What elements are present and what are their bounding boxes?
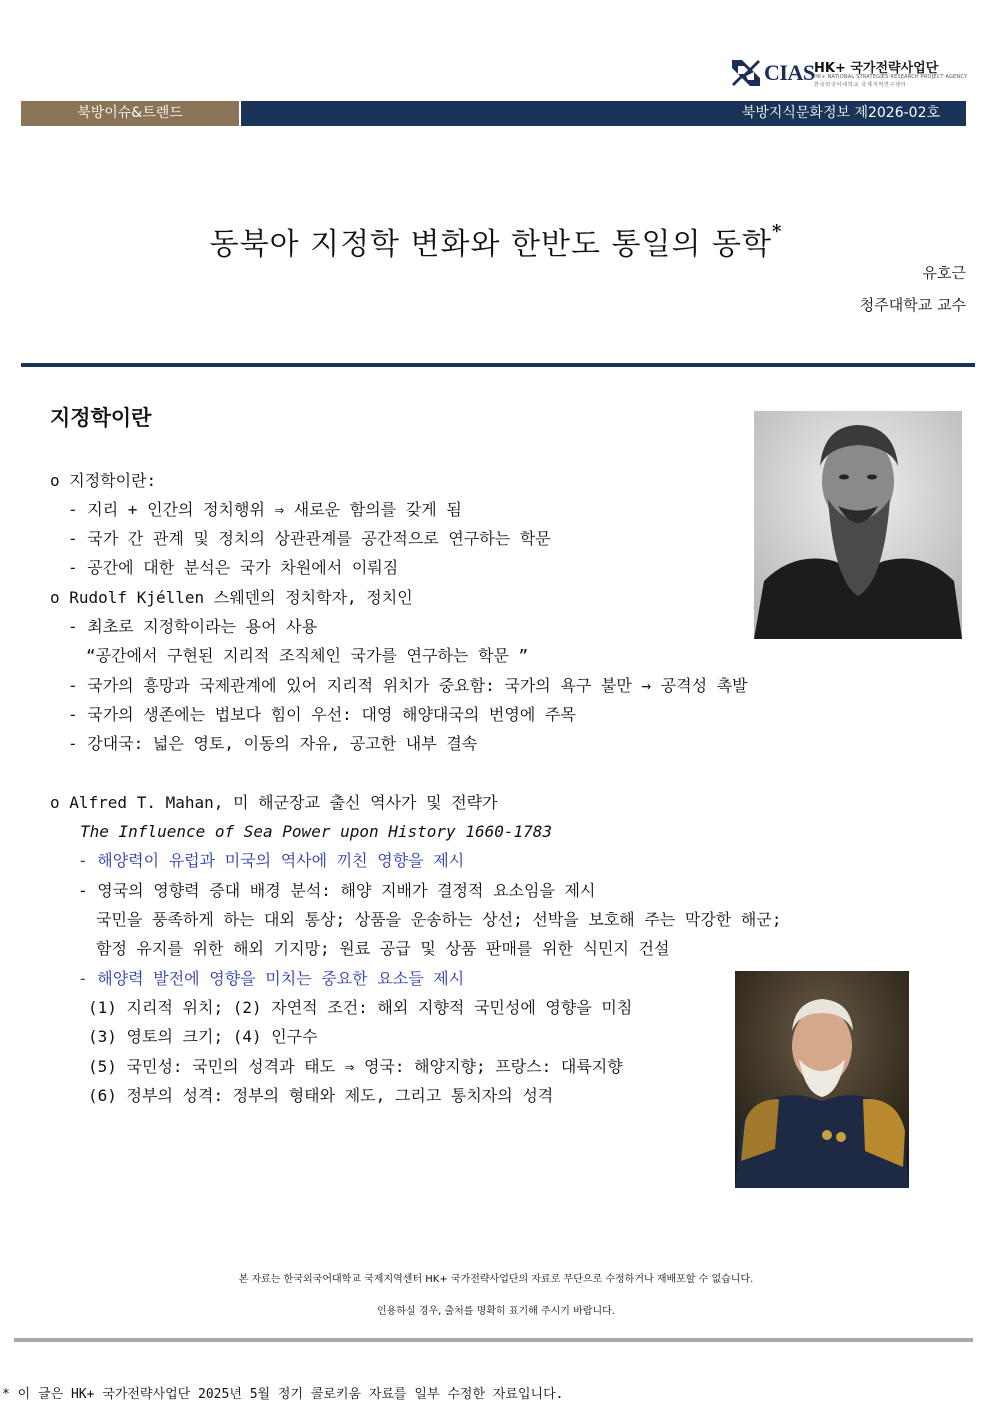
citation-notice: 인용하실 경우, 출처를 명확히 표기해 주시기 바랍니다. bbox=[377, 1306, 615, 1317]
author-affiliation: 청주대학교 교수 bbox=[859, 296, 966, 314]
footnote: * 이 글은 HK+ 국가전략사업단 2025년 5월 정기 콜로키움 자료를 일부 수정한 자료입니다. bbox=[2, 1387, 564, 1402]
list-item: - 국가 간 관계 및 정치의 상관관계를 공간적으로 연구하는 학문 bbox=[68, 529, 551, 548]
list-item: - 국가의 흥망과 국제관계에 있어 지리적 위치가 중요함: 국가의 욕구 불만 → 공격성 촉발 bbox=[68, 676, 748, 695]
title-divider bbox=[21, 363, 975, 367]
list-item: - 최초로 지정학이라는 용어 사용 bbox=[68, 617, 318, 636]
category-tag: 북방이슈&트렌드 bbox=[21, 101, 239, 126]
logo-subtitle-en: HK+ NATIONAL STRATEGIES RESEARCH PROJECT AGENCY bbox=[814, 74, 968, 80]
logo-subtitle-kr: 한국외국어대학교 국제지역연구센터 bbox=[814, 82, 907, 88]
copyright-notice: 본 자료는 한국외국어대학교 국제지역센터 HK+ 국가전략사업단의 자료로 무단으로 수정하거나 재배포할 수 없습니다. bbox=[238, 1274, 754, 1285]
list-item: (1) 지리적 위치; (2) 자연적 조건: 해외 지향적 국민성에 영향을 미침 bbox=[88, 998, 633, 1017]
list-item: - 해양력 발전에 영향을 미치는 중요한 요소들 제시 bbox=[78, 969, 465, 988]
author-name: 유호근 bbox=[922, 264, 966, 282]
book-title: The Influence of Sea Power upon History 1660-1783 bbox=[80, 822, 553, 841]
list-item: - 국가의 생존에는 법보다 힘이 우선: 대영 해양대국의 번영에 주목 bbox=[68, 705, 576, 724]
list-item: o 지정학이란: bbox=[50, 471, 157, 490]
list-item: 국민을 풍족하게 하는 대외 통상; 상품을 운송하는 상선; 선박을 보호해 주는 막강한 해군; bbox=[96, 910, 782, 929]
kjellen-portrait bbox=[754, 411, 962, 639]
list-item: - 지리 + 인간의 정치행위 ⇒ 새로운 함의를 갖게 됨 bbox=[68, 500, 462, 519]
quote-text: “공간에서 구현된 지리적 조직체인 국가를 연구하는 학문 ” bbox=[86, 646, 529, 665]
list-item: - 강대국: 넓은 영토, 이동의 자유, 공고한 내부 결속 bbox=[68, 734, 478, 753]
list-item: o Rudolf Kjéllen 스웨덴의 정치학자, 정치인 bbox=[50, 588, 413, 607]
footer-divider bbox=[14, 1338, 973, 1342]
title-footnote-mark: * bbox=[771, 221, 783, 242]
list-item: (5) 국민성: 국민의 성격과 태도 ⇒ 영국: 해양지향; 프랑스: 대륙지향 bbox=[88, 1057, 623, 1076]
list-item: - 영국의 영향력 증대 배경 분석: 해양 지배가 결정적 요소임을 제시 bbox=[78, 881, 596, 900]
page-title bbox=[0, 219, 992, 263]
cias-logo bbox=[730, 56, 968, 92]
issue-number: 북방지식문화정보 제2026-02호 bbox=[241, 101, 966, 126]
list-item: 함정 유지를 위한 해외 기지망; 원료 공급 및 상품 판매를 위한 식민지 건설 bbox=[96, 939, 670, 958]
title-text: 동북아 지정학 변화와 한반도 통일의 동학 bbox=[209, 227, 772, 262]
logo-name: HK+ 국가전략사업단 bbox=[814, 61, 939, 76]
list-item: (3) 영토의 크기; (4) 인구수 bbox=[88, 1027, 318, 1046]
section-heading: 지정학이란 bbox=[50, 405, 152, 430]
list-item: (6) 정부의 성격: 정부의 형태와 제도, 그리고 통치자의 성격 bbox=[88, 1086, 554, 1105]
list-item: - 공간에 대한 분석은 국가 차원에서 이뤄짐 bbox=[68, 558, 399, 577]
list-item: o Alfred T. Mahan, 미 해군장교 출신 역사가 및 전략가 bbox=[50, 793, 498, 812]
mahan-portrait bbox=[735, 971, 909, 1188]
list-item: - 해양력이 유럽과 미국의 역사에 끼친 영향을 제시 bbox=[78, 851, 465, 870]
logo-mark: CIAS bbox=[764, 60, 815, 85]
cias-emblem-icon bbox=[730, 58, 762, 88]
